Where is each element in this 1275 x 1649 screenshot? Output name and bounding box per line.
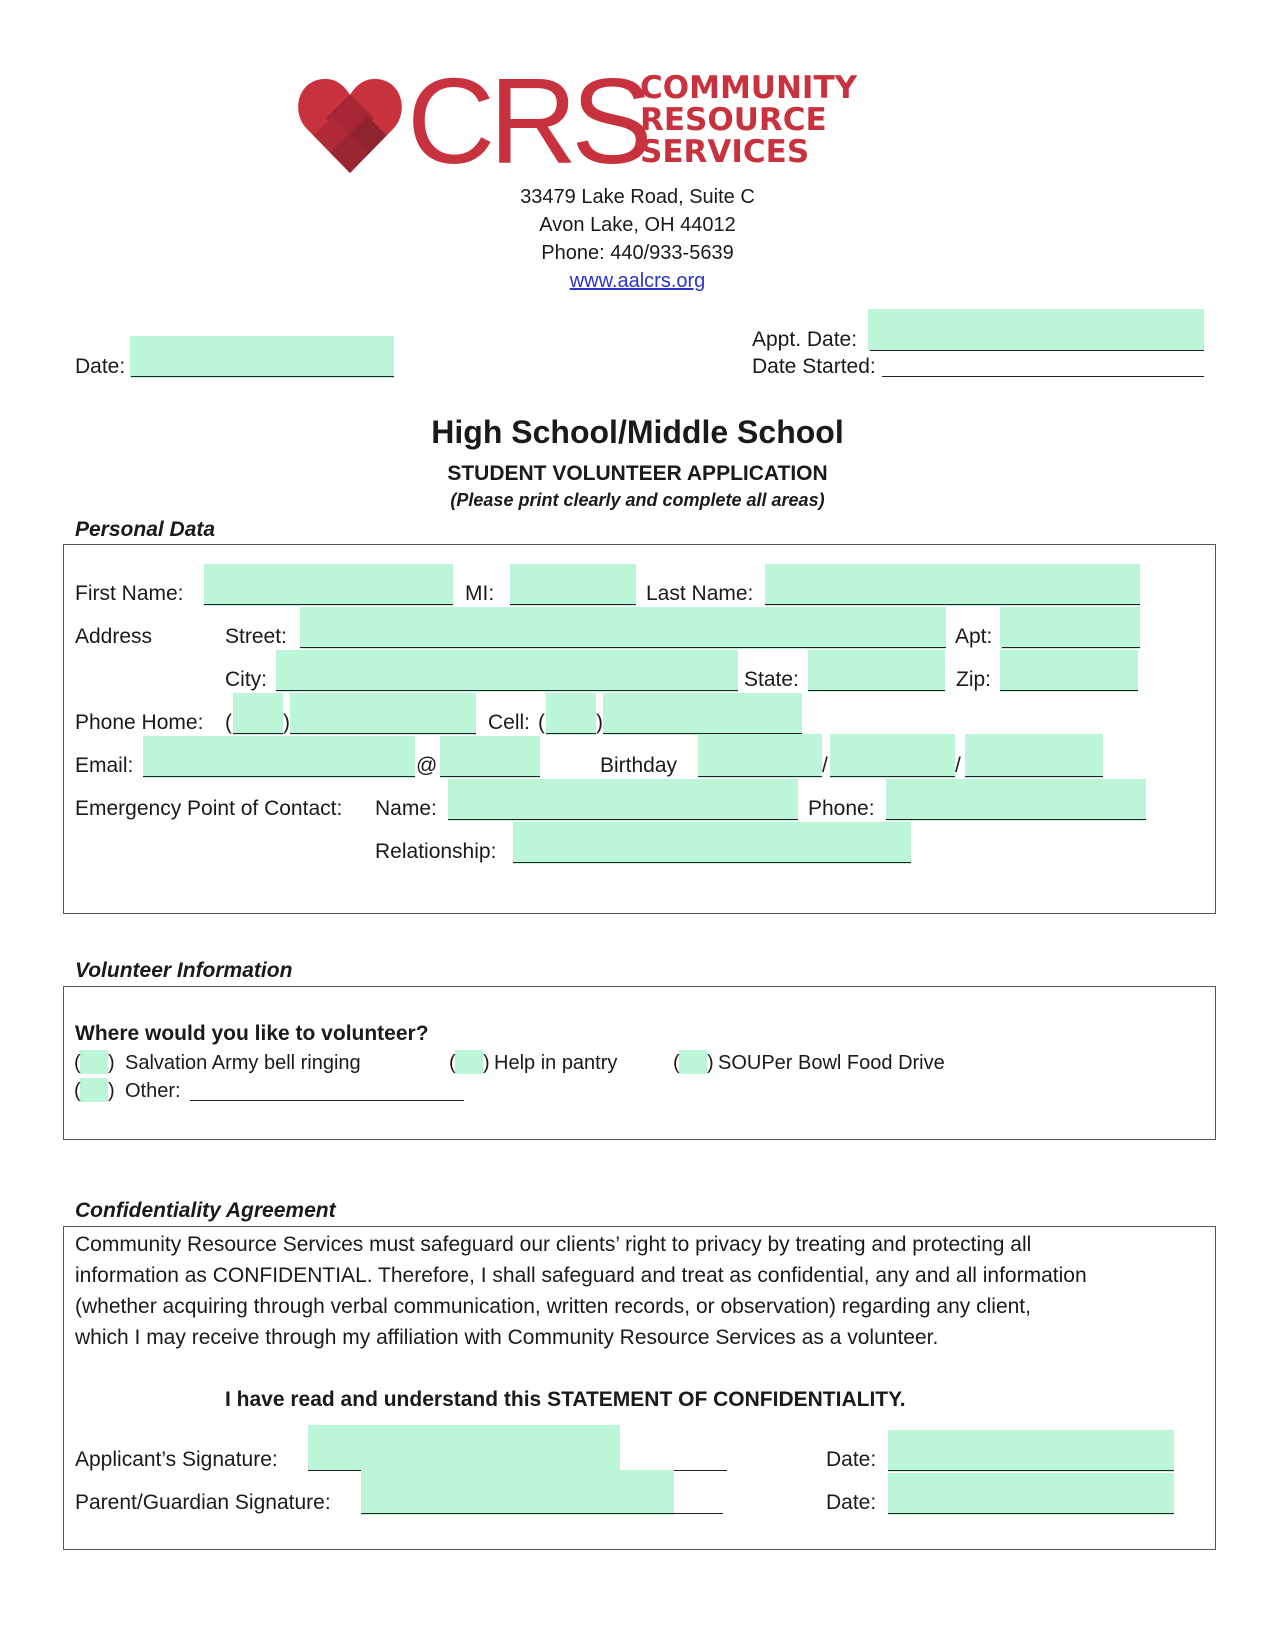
home-phone-fill[interactable] bbox=[290, 693, 476, 735]
pantry-open-paren: ( bbox=[449, 1052, 456, 1074]
emergency-name-label: Name: bbox=[375, 797, 437, 820]
phone-home-label: Phone Home: bbox=[75, 711, 204, 734]
address-label: Address bbox=[75, 625, 153, 648]
applicant-date-label: Date: bbox=[826, 1448, 877, 1471]
logo-crs-text: CRS bbox=[407, 53, 647, 189]
birthday-year-line bbox=[965, 776, 1103, 777]
first-name-line bbox=[204, 604, 453, 605]
birthday-slash-2: / bbox=[955, 754, 961, 777]
logo-line-resource: RESOURCE bbox=[640, 102, 827, 138]
help-pantry-checkbox[interactable] bbox=[455, 1050, 483, 1074]
cell-close-paren: ) bbox=[596, 711, 603, 734]
zip-fill[interactable] bbox=[1000, 650, 1138, 692]
confidentiality-line-4: which I may receive through my affiliation with Community Resource Services as a volunteer. bbox=[75, 1326, 939, 1349]
applicant-signature-fill[interactable] bbox=[308, 1425, 620, 1470]
parent-signature-line bbox=[361, 1513, 723, 1514]
confidentiality-line-1: Community Resource Services must safeguard our clients’ right to privacy by treating and protecting all bbox=[75, 1233, 1032, 1256]
website-link[interactable]: www.aalcrs.org bbox=[569, 270, 706, 292]
bell-open-paren: ( bbox=[74, 1052, 81, 1074]
confidentiality-heading: Confidentiality Agreement bbox=[75, 1199, 336, 1222]
pantry-close-paren: ) bbox=[483, 1052, 490, 1074]
other-open-paren: ( bbox=[74, 1080, 81, 1102]
mi-fill[interactable] bbox=[510, 564, 636, 606]
state-line bbox=[808, 690, 945, 691]
parent-date-fill[interactable] bbox=[888, 1473, 1174, 1515]
logo-line-services: SERVICES bbox=[640, 134, 810, 170]
volunteer-question: Where would you like to volunteer? bbox=[75, 1022, 429, 1045]
email-label: Email: bbox=[75, 754, 134, 777]
city-fill[interactable] bbox=[276, 650, 738, 692]
cell-label: Cell: bbox=[488, 711, 531, 734]
souper-open-paren: ( bbox=[673, 1052, 680, 1074]
email-user-fill[interactable] bbox=[143, 736, 415, 778]
last-name-fill[interactable] bbox=[765, 564, 1140, 606]
logo-org-name bbox=[640, 72, 857, 168]
birthday-month-fill[interactable] bbox=[698, 734, 822, 778]
other-line[interactable] bbox=[190, 1100, 464, 1101]
date-field-fill[interactable] bbox=[130, 336, 394, 378]
state-label: State: bbox=[744, 668, 799, 691]
applicant-date-fill[interactable] bbox=[888, 1430, 1174, 1472]
email-user-line bbox=[143, 776, 415, 777]
date-started-line bbox=[882, 376, 1204, 377]
state-fill[interactable] bbox=[808, 650, 945, 692]
date-line bbox=[131, 376, 394, 377]
zip-line bbox=[1000, 690, 1138, 691]
applicant-date-line bbox=[888, 1470, 1174, 1471]
other-checkbox[interactable] bbox=[80, 1078, 108, 1102]
other-label: Other: bbox=[125, 1080, 181, 1102]
other-close-paren: ) bbox=[108, 1080, 115, 1102]
appt-date-label: Appt. Date: bbox=[752, 328, 858, 351]
emergency-contact-label: Emergency Point of Contact: bbox=[75, 797, 343, 820]
apt-line bbox=[1002, 647, 1140, 648]
volunteer-info-heading: Volunteer Information bbox=[75, 959, 293, 982]
relationship-fill[interactable] bbox=[513, 822, 911, 864]
apt-fill[interactable] bbox=[1000, 607, 1140, 649]
email-domain-line bbox=[440, 776, 540, 777]
cell-open-paren: ( bbox=[538, 711, 545, 734]
souper-bowl-label: SOUPer Bowl Food Drive bbox=[718, 1052, 945, 1074]
home-area-code-line bbox=[233, 733, 283, 734]
website-wrapper bbox=[0, 270, 1275, 293]
mi-label: MI: bbox=[465, 582, 495, 605]
address-line2: Avon Lake, OH 44012 bbox=[539, 214, 736, 236]
home-phone-line bbox=[290, 733, 476, 734]
sub-title: STUDENT VOLUNTEER APPLICATION bbox=[447, 462, 828, 485]
main-title: High School/Middle School bbox=[431, 414, 844, 450]
relationship-label: Relationship: bbox=[375, 840, 497, 863]
date-started-label: Date Started: bbox=[752, 355, 876, 378]
home-close-paren: ) bbox=[283, 711, 290, 734]
emergency-phone-line bbox=[886, 819, 1146, 820]
confidentiality-line-2: information as CONFIDENTIAL. Therefore, I shall safeguard and treat as confidential, any and all information bbox=[75, 1264, 1087, 1287]
phone-line: Phone: 440/933-5639 bbox=[541, 242, 734, 264]
parent-date-label: Date: bbox=[826, 1491, 877, 1514]
confidentiality-line-3: (whether acquiring through verbal communication, written records, or observation) regarding any client, bbox=[75, 1295, 1031, 1318]
parent-signature-label: Parent/Guardian Signature: bbox=[75, 1491, 331, 1514]
confidentiality-statement: I have read and understand this STATEMENT OF CONFIDENTIALITY. bbox=[225, 1388, 906, 1411]
cell-area-code-line bbox=[546, 733, 596, 734]
first-name-label: First Name: bbox=[75, 582, 184, 605]
emergency-phone-label: Phone: bbox=[808, 797, 875, 820]
parent-signature-fill[interactable] bbox=[361, 1470, 674, 1515]
applicant-signature-label: Applicant’s Signature: bbox=[75, 1448, 278, 1471]
emergency-phone-fill[interactable] bbox=[886, 779, 1146, 821]
mi-line bbox=[510, 604, 636, 605]
instructions-note: (Please print clearly and complete all areas) bbox=[450, 490, 825, 510]
street-line bbox=[300, 647, 946, 648]
city-label: City: bbox=[225, 668, 267, 691]
heart-icon bbox=[295, 73, 405, 183]
street-label: Street: bbox=[225, 625, 287, 648]
last-name-line bbox=[765, 604, 1140, 605]
last-name-label: Last Name: bbox=[646, 582, 754, 605]
parent-date-line bbox=[888, 1513, 1174, 1514]
bell-close-paren: ) bbox=[108, 1052, 115, 1074]
birthday-slash-1: / bbox=[822, 754, 828, 777]
bell-ringing-checkbox[interactable] bbox=[80, 1050, 108, 1074]
logo-line-community: COMMUNITY bbox=[640, 70, 858, 106]
birthday-year-fill[interactable] bbox=[965, 734, 1103, 778]
souper-close-paren: ) bbox=[707, 1052, 714, 1074]
bell-ringing-label: Salvation Army bell ringing bbox=[125, 1052, 361, 1074]
relationship-line bbox=[513, 862, 911, 863]
home-open-paren: ( bbox=[225, 711, 232, 734]
appt-date-line bbox=[870, 350, 1204, 351]
birthday-label: Birthday bbox=[600, 754, 678, 777]
cell-phone-fill[interactable] bbox=[603, 693, 802, 735]
apt-label: Apt: bbox=[955, 625, 993, 648]
appt-date-field-fill[interactable] bbox=[868, 309, 1204, 351]
address-line1: 33479 Lake Road, Suite C bbox=[520, 186, 755, 208]
crs-logo bbox=[295, 53, 875, 189]
birthday-day-fill[interactable] bbox=[830, 734, 955, 778]
first-name-fill[interactable] bbox=[204, 564, 453, 606]
souper-bowl-checkbox[interactable] bbox=[679, 1050, 707, 1074]
zip-label: Zip: bbox=[956, 668, 992, 691]
cell-area-code-fill[interactable] bbox=[546, 693, 596, 735]
email-domain-fill[interactable] bbox=[440, 736, 540, 778]
street-fill[interactable] bbox=[300, 607, 946, 649]
date-label: Date: bbox=[75, 355, 126, 378]
personal-data-heading: Personal Data bbox=[75, 518, 216, 541]
email-at: @ bbox=[416, 754, 438, 777]
emergency-name-line bbox=[448, 819, 798, 820]
birthday-day-line bbox=[830, 776, 955, 777]
emergency-name-fill[interactable] bbox=[448, 779, 798, 821]
help-pantry-label: Help in pantry bbox=[494, 1052, 618, 1074]
city-line bbox=[276, 690, 738, 691]
birthday-month-line bbox=[698, 776, 822, 777]
home-area-code-fill[interactable] bbox=[233, 693, 283, 735]
